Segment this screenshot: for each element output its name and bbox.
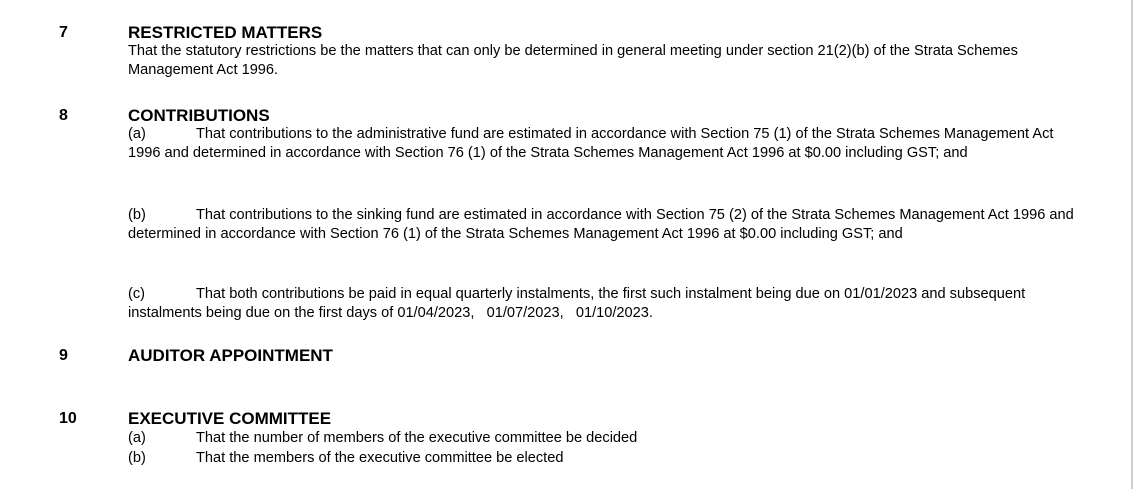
contribution-item-b <box>128 206 1078 245</box>
item-text: That contributions to the sinking fund are estimated in accordance with Section 75 (2) of the Strata Schemes Management Act 1996 and determined in accordance with Section 76 (1) of the Strata Schemes Management Act 1996 at $0.00 including GST; and <box>128 207 1074 243</box>
item-content <box>128 206 1088 245</box>
item-label: (a) <box>128 430 146 446</box>
item-label: (a) <box>128 126 146 142</box>
item-text: That the number of members of the executive committee be decided <box>196 430 638 446</box>
item-content <box>128 285 1088 324</box>
section-number: 9 <box>59 347 68 364</box>
section-content <box>128 347 1088 365</box>
section-number: 7 <box>59 24 68 41</box>
item-label: (c) <box>128 286 146 302</box>
item-label: (b) <box>128 450 146 466</box>
section-content <box>128 107 1088 164</box>
section-content <box>128 410 1088 468</box>
section-content <box>128 24 1088 81</box>
item-text: That the members of the executive committee be elected <box>196 450 564 466</box>
item-label: (b) <box>128 207 146 223</box>
section-title: CONTRIBUTIONS <box>128 106 270 125</box>
committee-item-b <box>128 448 1088 468</box>
committee-item-a <box>128 428 1088 448</box>
section-number: 8 <box>59 107 68 124</box>
item-text: That both contributions be paid in equal quarterly instalments, the first such instalment being due on 01/01/2023 and subsequent instalments being due on the first days of 01/04/2023, 01/07/2023, 01/10/2023. <box>128 286 1030 322</box>
section-number: 10 <box>59 410 77 427</box>
section-title: AUDITOR APPOINTMENT <box>128 346 333 365</box>
section-body: That the statutory restrictions be the matters that can only be determined in general meeting under section 21(2)(b) of the Strata Schemes Management Act 1996. <box>128 43 1018 79</box>
section-title: EXECUTIVE COMMITTEE <box>128 409 332 428</box>
contribution-item-a <box>128 125 1078 164</box>
section-title: RESTRICTED MATTERS <box>128 23 323 42</box>
contribution-item-c <box>128 285 1088 324</box>
item-text: That contributions to the administrative fund are estimated in accordance with Section 75 (1) of the Strata Schemes Management Act 1996 and determined in accordance with Section 76 (1) of the Strata Schemes Management Act 1996 at $0.00 including GST; and <box>128 126 1054 162</box>
